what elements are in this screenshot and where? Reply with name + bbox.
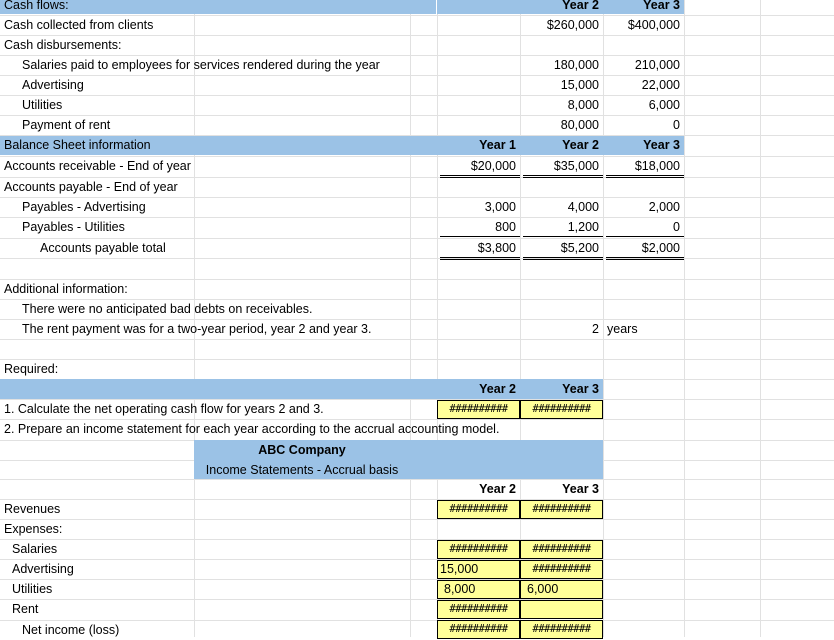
gridline-row	[0, 75, 834, 76]
company-name[interactable]: ABC Company	[258, 443, 346, 457]
rent-expense-y3[interactable]	[520, 600, 603, 619]
revenues-label[interactable]: Revenues	[4, 502, 61, 516]
salaries-expense-y2[interactable]: ##########	[437, 540, 520, 559]
rent-expense-y2[interactable]: ##########	[437, 600, 520, 619]
net-operating-cash-flow-y3[interactable]: ##########	[520, 400, 603, 419]
advertising-paid-y2[interactable]: 15,000	[560, 78, 599, 92]
income-col-year3[interactable]: Year 3	[562, 482, 599, 496]
gridline-row	[0, 115, 834, 116]
accounts-receivable-y3[interactable]: $18,000	[606, 156, 684, 178]
cash-collected-label[interactable]: Cash collected from clients	[4, 18, 154, 32]
rent-expense-label[interactable]: Rent	[12, 602, 39, 616]
utilities-paid-label[interactable]: Utilities	[22, 98, 63, 112]
net-income-y2[interactable]: ##########	[437, 620, 520, 639]
required-col-year2[interactable]: Year 2	[479, 382, 516, 396]
additional-info-title[interactable]: Additional information:	[4, 282, 128, 296]
net-income-y3[interactable]: ##########	[520, 620, 603, 639]
utilities-expense-label[interactable]: Utilities	[12, 582, 53, 596]
gridline-row	[0, 258, 834, 259]
payables-utilities-y1[interactable]: 800	[440, 217, 520, 237]
payables-advertising-label[interactable]: Payables - Advertising	[22, 200, 146, 214]
cash-flows-col-year2[interactable]: Year 2	[562, 0, 599, 12]
payables-utilities-label[interactable]: Payables - Utilities	[22, 220, 125, 234]
advertising-paid-y3[interactable]: 22,000	[641, 78, 680, 92]
gridline-col	[684, 0, 685, 637]
gridline-col	[410, 0, 411, 637]
payables-advertising-y2[interactable]: 4,000	[567, 200, 599, 214]
gridline-row	[0, 539, 834, 540]
gridline-row	[0, 519, 834, 520]
gridline-col	[760, 0, 761, 637]
rent-years-value[interactable]: 2	[592, 322, 599, 336]
gridline-row	[0, 559, 834, 560]
payables-utilities-y3[interactable]: 0	[606, 217, 684, 237]
cash-disbursements-label[interactable]: Cash disbursements:	[4, 38, 122, 52]
advertising-paid-label[interactable]: Advertising	[22, 78, 84, 92]
revenues-y2[interactable]: ##########	[437, 500, 520, 519]
expenses-label[interactable]: Expenses:	[4, 522, 63, 536]
gridline-row	[0, 499, 834, 500]
gridline-row	[0, 599, 834, 600]
rent-paid-label[interactable]: Payment of rent	[22, 118, 111, 132]
accounts-payable-total-label[interactable]: Accounts payable total	[40, 241, 166, 255]
revenues-y3[interactable]: ##########	[520, 500, 603, 519]
advertising-expense-y3[interactable]: ##########	[520, 560, 603, 579]
cash-flows-title[interactable]: Cash flows:	[4, 0, 69, 12]
balance-sheet-col-year3[interactable]: Year 3	[643, 138, 680, 152]
advertising-expense-y2[interactable]: 15,000	[437, 560, 520, 579]
rent-paid-y2[interactable]: 80,000	[560, 118, 599, 132]
balance-sheet-title[interactable]: Balance Sheet information	[4, 138, 151, 152]
required-col-year3[interactable]: Year 3	[562, 382, 599, 396]
gridline-row	[0, 95, 834, 96]
gridline-row	[0, 217, 834, 218]
accounts-payable-total-y2[interactable]: $5,200	[523, 238, 603, 260]
cash-collected-y2[interactable]: $260,000	[546, 18, 599, 32]
gridline-row	[0, 35, 834, 36]
accounts-payable-total-y3[interactable]: $2,000	[606, 238, 684, 260]
gridline-row	[0, 339, 834, 340]
net-income-label[interactable]: Net income (loss)	[22, 623, 120, 637]
gridline-row	[0, 579, 834, 580]
cash-collected-y3[interactable]: $400,000	[627, 18, 680, 32]
salaries-expense-y3[interactable]: ##########	[520, 540, 603, 559]
utilities-paid-y3[interactable]: 6,000	[648, 98, 680, 112]
question-1[interactable]: 1. Calculate the net operating cash flow for years 2 and 3.	[4, 402, 324, 416]
income-statement-subtitle[interactable]: Income Statements - Accrual basis	[205, 463, 399, 477]
salaries-expense-label[interactable]: Salaries	[12, 542, 58, 556]
utilities-expense-y2[interactable]: 8,000	[437, 580, 520, 599]
additional-info-line2[interactable]: The rent payment was for a two-year period, year 2 and year 3.	[22, 322, 372, 336]
accounts-payable-label[interactable]: Accounts payable - End of year	[4, 180, 178, 194]
gridline-row	[0, 359, 834, 360]
payables-advertising-y1[interactable]: 3,000	[484, 200, 516, 214]
rent-years-unit[interactable]: years	[607, 322, 638, 336]
net-operating-cash-flow-y2[interactable]: ##########	[437, 400, 520, 419]
payables-advertising-y3[interactable]: 2,000	[648, 200, 680, 214]
gridline-row	[0, 479, 834, 480]
accounts-receivable-y2[interactable]: $35,000	[523, 156, 603, 178]
additional-info-line1[interactable]: There were no anticipated bad debts on receivables.	[22, 302, 313, 316]
advertising-expense-label[interactable]: Advertising	[12, 562, 74, 576]
rent-paid-y3[interactable]: 0	[673, 118, 680, 132]
cash-flows-col-year3[interactable]: Year 3	[643, 0, 680, 12]
accounts-payable-total-y1[interactable]: $3,800	[440, 238, 520, 260]
balance-sheet-col-year1[interactable]: Year 1	[479, 138, 516, 152]
income-col-year2[interactable]: Year 2	[479, 482, 516, 496]
salaries-paid-label[interactable]: Salaries paid to employees for services rendered during the year	[22, 58, 380, 72]
payables-utilities-y2[interactable]: 1,200	[523, 217, 603, 237]
accounts-receivable-label[interactable]: Accounts receivable - End of year	[4, 159, 191, 173]
utilities-expense-y3[interactable]: 6,000	[520, 580, 603, 599]
utilities-paid-y2[interactable]: 8,000	[567, 98, 599, 112]
gridline-row	[0, 620, 834, 621]
salaries-paid-y2[interactable]: 180,000	[553, 58, 599, 72]
salaries-paid-y3[interactable]: 210,000	[634, 58, 680, 72]
accounts-receivable-y1[interactable]: $20,000	[440, 156, 520, 178]
balance-sheet-col-year2[interactable]: Year 2	[562, 138, 599, 152]
question-2[interactable]: 2. Prepare an income statement for each year according to the accrual accounting model.	[4, 422, 500, 436]
required-title[interactable]: Required:	[4, 362, 59, 376]
